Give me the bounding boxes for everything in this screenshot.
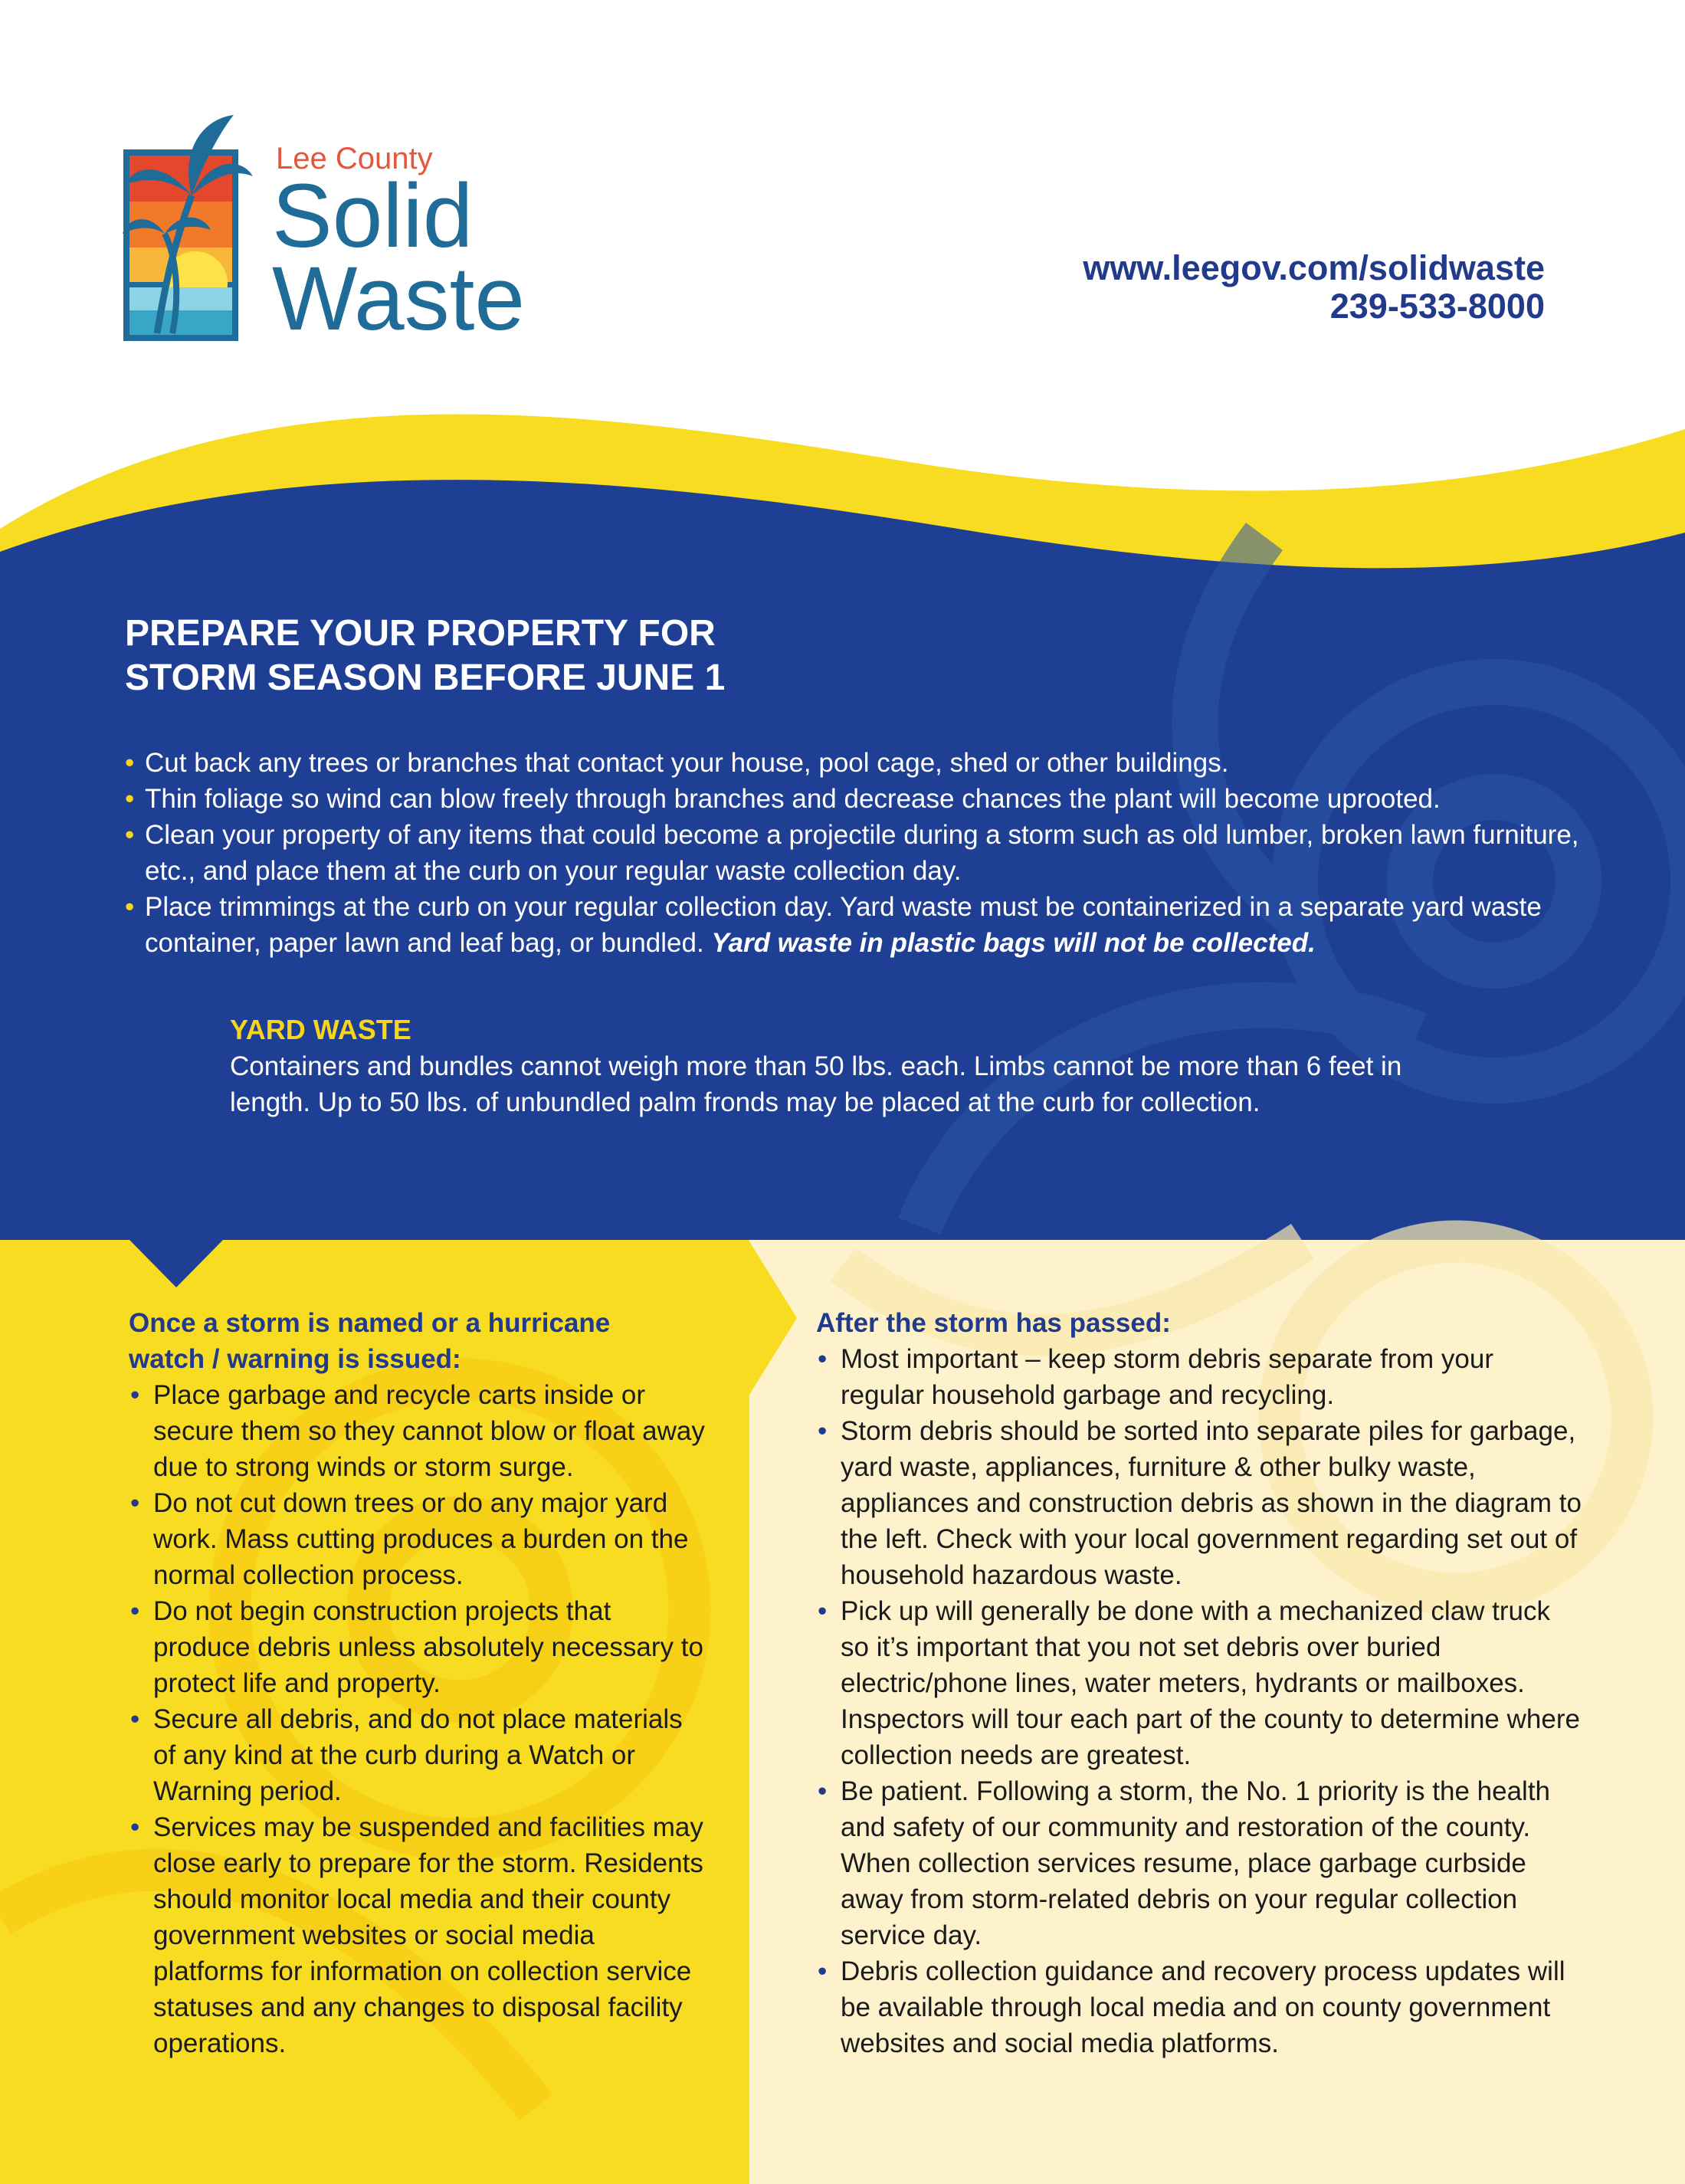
plastic-bag-warning: Yard waste in plastic bags will not be collected. <box>711 928 1316 958</box>
before-storm-item-5: • Services may be suspended and facilities may close early to prepare for the storm. Residents should monitor local media and their county government websites or social media platforms for information on collection service statuses and any changes to disposal facility operations. <box>129 1809 711 2061</box>
yard-waste-body: Containers and bundles cannot weigh more than 50 lbs. each. Limbs cannot be more than 6 feet in length. Up to 50 lbs. of unbundled palm fronds may be placed at the curb for collection. <box>230 1051 1402 1117</box>
logo-line-waste: Waste <box>272 248 526 349</box>
after-storm-column <box>816 1305 1582 2061</box>
prepare-item-2: • Thin foliage so wind can blow freely through branches and decrease chances the plant will become uprooted. <box>125 781 1581 817</box>
prepare-item-3: • Clean your property of any items that could become a projectile during a storm such as old lumber, broken lawn furniture, etc., and place them at the curb on your regular waste collection day. <box>125 817 1581 889</box>
prepare-item-4 <box>125 889 1581 961</box>
yard-waste-title: YARD WASTE <box>230 1014 411 1045</box>
prepare-heading <box>125 612 1044 700</box>
before-storm-column <box>129 1305 711 2061</box>
contact-info <box>1083 249 1545 326</box>
before-storm-title-line2: watch / warning is issued: <box>129 1344 461 1374</box>
lee-county-solid-waste-logo <box>119 103 548 349</box>
after-storm-title: After the storm has passed: <box>816 1308 1171 1338</box>
before-storm-title <box>129 1305 711 1377</box>
after-storm-item-1: • Most important – keep storm debris separate from your regular household garbage and recycling. <box>816 1341 1582 1413</box>
after-storm-item-5: • Debris collection guidance and recovery process updates will be available through local media and on county government websites and social media platforms. <box>816 1953 1582 2061</box>
website-link[interactable]: www.leegov.com/solidwaste <box>1083 248 1545 287</box>
after-storm-item-3: • Pick up will generally be done with a mechanized claw truck so it’s important that you not set debris over buried electric/phone lines, water meters, hydrants or mailboxes. Inspectors will tour each part of the county to determine where collection needs are greatest. <box>816 1593 1582 1773</box>
after-storm-list <box>816 1341 1582 2061</box>
prepare-list <box>125 745 1581 961</box>
after-storm-item-4: • Be patient. Following a storm, the No. 1 priority is the health and safety of our community and restoration of the county. When collection services resume, place garbage curbside away from storm-related debris on your regular collection service day. <box>816 1773 1582 1953</box>
before-storm-title-line1: Once a storm is named or a hurricane <box>129 1308 611 1338</box>
prepare-item-4-text: Place trimmings at the curb on your regular collection day. Yard waste must be containerized in a separate yard waste container, paper lawn and leaf bag, or bundled. <box>145 892 1542 958</box>
before-storm-item-3: • Do not begin construction projects that produce debris unless absolutely necessary to protect life and property. <box>129 1593 711 1701</box>
prepare-heading-line1: PREPARE YOUR PROPERTY FOR <box>125 613 716 654</box>
palm-tree-sunset-icon <box>119 103 257 349</box>
after-storm-item-2: • Storm debris should be sorted into separate piles for garbage, yard waste, appliances, furniture & other bulky waste, appliances and construction debris as shown in the diagram to the left. Check with your local government regarding set out of household hazardous waste. <box>816 1413 1582 1593</box>
phone-number: 239-533-8000 <box>1329 287 1545 326</box>
prepare-item-1: • Cut back any trees or branches that contact your house, pool cage, shed or other buildings. <box>125 745 1581 781</box>
before-storm-item-1: • Place garbage and recycle carts inside or secure them so they cannot blow or float away due to strong winds or storm surge. <box>129 1377 711 1485</box>
before-storm-item-4: • Secure all debris, and do not place materials of any kind at the curb during a Watch or Warning period. <box>129 1701 711 1809</box>
prepare-heading-line2: STORM SEASON BEFORE JUNE 1 <box>125 657 726 698</box>
logo-pretitle: Lee County <box>276 142 433 175</box>
before-storm-list <box>129 1377 711 2061</box>
before-storm-item-2: • Do not cut down trees or do any major yard work. Mass cutting produces a burden on the normal collection process. <box>129 1485 711 1593</box>
logo-line-solid: Solid <box>272 166 474 267</box>
